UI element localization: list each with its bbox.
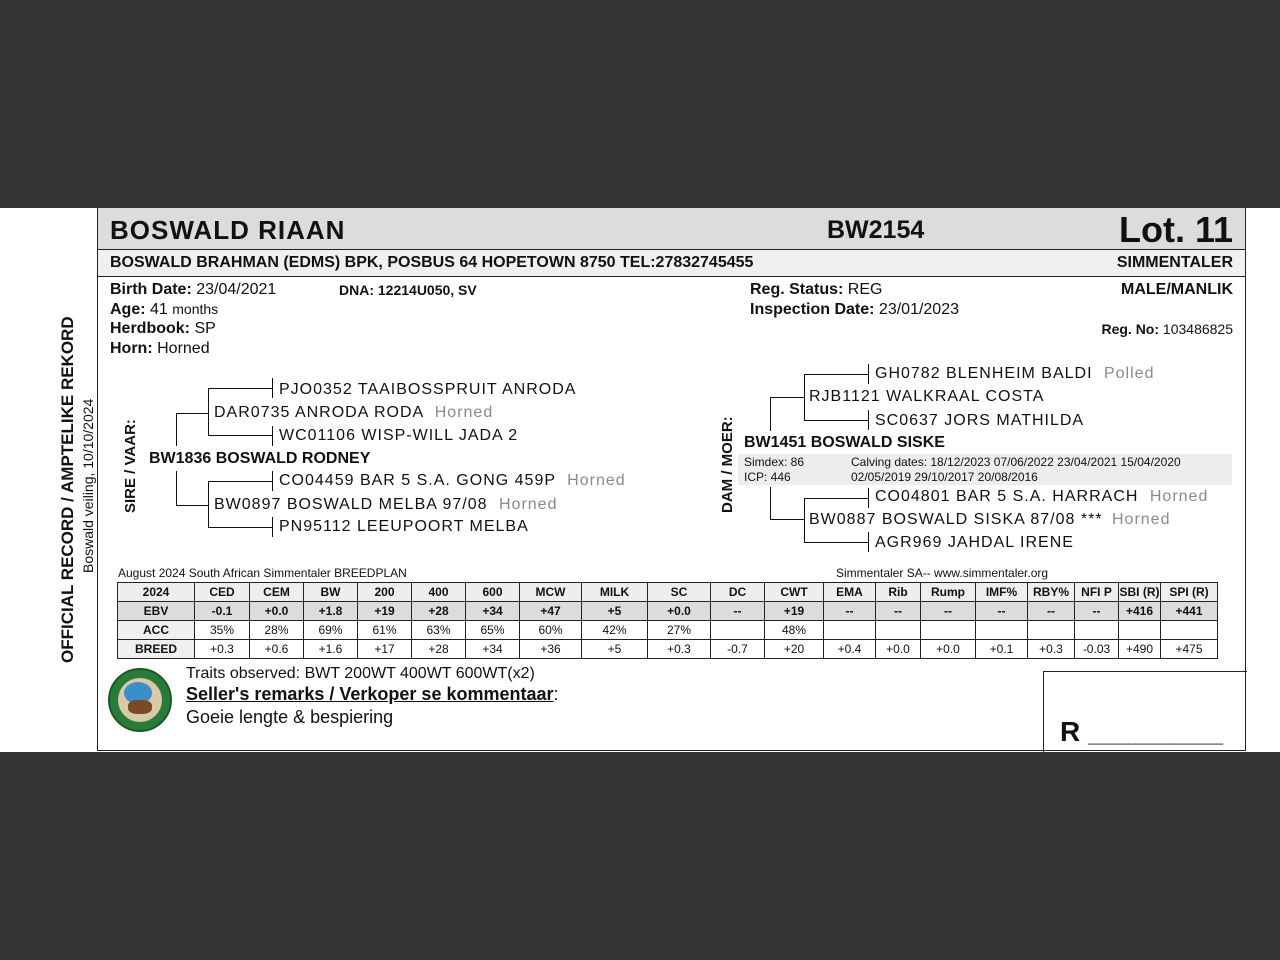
ebv-cell	[876, 621, 921, 640]
ebv-cell: +1.8	[304, 602, 358, 621]
dam-line	[770, 397, 804, 398]
ebv-header-cell: EMA	[824, 583, 876, 602]
ebv-header-cell: Rump	[921, 583, 976, 602]
dna-text: DNA: 12214U050, SV	[339, 282, 477, 298]
age-value: 41	[150, 301, 168, 318]
animal-code: BW2154	[827, 216, 925, 244]
price-box	[1043, 671, 1247, 753]
dam-line	[770, 397, 771, 431]
sire-line	[176, 413, 177, 446]
sire-line	[272, 426, 273, 446]
dam-dam	[809, 511, 1170, 529]
dam-sire-sire-horn: Polled	[1103, 365, 1155, 382]
ebv-cell: +475	[1161, 640, 1218, 659]
ebv-cell: --	[824, 602, 876, 621]
sire-line	[176, 413, 208, 414]
dam-line	[868, 364, 869, 384]
ebv-cell: --	[876, 602, 921, 621]
ebv-table-row	[118, 621, 1218, 640]
ebv-cell: --	[921, 602, 976, 621]
ebv-header-cell: IMF%	[976, 583, 1028, 602]
sire-sire-dam: WC01106 WISP-WILL JADA 2	[279, 427, 519, 444]
herdbook-value: SP	[194, 320, 216, 337]
dam-dam-dam: AGR969 JAHDAL IRENE	[875, 534, 1074, 551]
ebv-table	[117, 582, 1218, 659]
ebv-cell: +416	[1119, 602, 1161, 621]
ebv-row-label: EBV	[118, 602, 195, 621]
ebv-cell	[824, 621, 876, 640]
horn-row	[110, 340, 210, 358]
sire-dam-horn: Horned	[498, 496, 558, 513]
ebv-header-cell: 200	[358, 583, 412, 602]
dam-line	[868, 532, 869, 552]
ebv-header-cell: MCW	[520, 583, 582, 602]
ebv-header-row	[118, 583, 1218, 602]
horn-label: Horn:	[110, 340, 153, 357]
ebv-cell: +490	[1119, 640, 1161, 659]
sire-sire	[214, 404, 493, 422]
sire-sire-sire: PJO0352 TAAIBOSSPRUIT ANRODA	[279, 381, 577, 398]
dam-sire: RJB1121 WALKRAAL COSTA	[809, 388, 1045, 405]
ebv-cell: +47	[520, 602, 582, 621]
dam-line	[804, 498, 869, 499]
ebv-header-cell: 2024	[118, 583, 195, 602]
sire-sire-horn: Horned	[434, 404, 494, 421]
ebv-cell: +34	[466, 602, 520, 621]
dam-dam-horn: Horned	[1112, 511, 1171, 528]
ebv-cell: +5	[582, 640, 648, 659]
ebv-cell: +0.3	[648, 640, 711, 659]
ebv-header-cell: DC	[711, 583, 765, 602]
sire-dam-name: BW0897 BOSWALD MELBA 97/08	[214, 496, 488, 513]
dam-dam-sire	[875, 488, 1208, 506]
ebv-cell: +20	[765, 640, 824, 659]
auction-label: Boswald veiling, 10/10/2024	[80, 398, 96, 573]
animal-name: BOSWALD RIAAN	[110, 215, 346, 245]
herdbook-row	[110, 320, 216, 338]
reg-status-label: Reg. Status:	[750, 281, 844, 298]
sire-dam-sire-name: CO04459 BAR 5 S.A. GONG 459P	[279, 472, 556, 489]
dam-line	[804, 498, 805, 542]
ebv-header-cell: CWT	[765, 583, 824, 602]
sire-line	[208, 388, 273, 389]
ebv-cell: +17	[358, 640, 412, 659]
herdbook-label: Herdbook:	[110, 320, 190, 337]
ebv-cell: +19	[358, 602, 412, 621]
calving-dates-2: 02/05/2019 29/10/2017 20/08/2016	[851, 470, 1038, 484]
lot-card	[97, 208, 1246, 751]
sire-line	[176, 471, 177, 506]
ebv-cell: +0.4	[824, 640, 876, 659]
inspection-date-value: 23/01/2023	[878, 301, 959, 318]
ebv-cell: +28	[412, 602, 466, 621]
sire-line	[208, 481, 209, 527]
ebv-cell: +0.0	[921, 640, 976, 659]
dam-dam-sire-horn: Horned	[1149, 488, 1209, 505]
dam-sire-sire	[875, 365, 1154, 383]
dam-dam-name: BW0887 BOSWALD SISKA 87/08 ***	[809, 511, 1103, 528]
birth-date-row	[110, 281, 276, 299]
sire-dam-dam: PN95112 LEEUPOORT MELBA	[279, 518, 529, 535]
ebv-cell: +1.6	[304, 640, 358, 659]
ebv-header-cell: CEM	[250, 583, 304, 602]
dam-sire-sire-name: GH0782 BLENHEIM BALDI	[875, 365, 1093, 382]
inspection-date-row	[750, 301, 959, 319]
lot-number: Lot. 11	[1118, 209, 1233, 250]
dam-line	[770, 487, 771, 520]
remarks-heading: Seller's remarks / Verkoper se kommentaar	[186, 684, 554, 704]
breeder-address: BOSWALD BRAHMAN (EDMS) BPK, POSBUS 64 HOPETOWN 8750 TEL:27832745455	[110, 254, 754, 271]
sire-line	[272, 471, 273, 491]
ebv-header-cell: NFI P	[1075, 583, 1119, 602]
ebv-cell: --	[711, 602, 765, 621]
ebv-header-cell: 400	[412, 583, 466, 602]
ebv-cell: +5	[582, 602, 648, 621]
ebv-row-label: ACC	[118, 621, 195, 640]
reg-status-row	[750, 281, 882, 299]
ebv-cell: 65%	[466, 621, 520, 640]
ebv-cell: +0.0	[250, 602, 304, 621]
card-header	[98, 208, 1245, 250]
sex-label: MALE/MANLIK	[1121, 281, 1233, 298]
dam-line	[868, 488, 869, 508]
lot-card-sheet	[0, 208, 1280, 752]
remarks-heading-row	[186, 684, 559, 705]
ebv-cell: --	[1028, 602, 1075, 621]
birth-date-value: 23/04/2021	[196, 281, 277, 298]
sire-line	[208, 527, 273, 528]
ebv-row-label: BREED	[118, 640, 195, 659]
ebv-cell: -0.03	[1075, 640, 1119, 659]
traits-observed: Traits observed: BWT 200WT 400WT 600WT(x2)	[186, 665, 535, 682]
remarks-colon: :	[553, 684, 559, 704]
ebv-cell	[976, 621, 1028, 640]
breeder-bar	[98, 250, 1245, 277]
ebv-cell: +19	[765, 602, 824, 621]
ebv-cell	[1119, 621, 1161, 640]
ebv-cell: 35%	[195, 621, 250, 640]
sire-line	[208, 481, 273, 482]
dam-line	[804, 542, 869, 543]
ebv-cell: -0.7	[711, 640, 765, 659]
dam-sire-dam: SC0637 JORS MATHILDA	[875, 412, 1085, 429]
birth-date-label: Birth Date:	[110, 281, 192, 298]
ebv-cell: --	[976, 602, 1028, 621]
ebv-header-cell: MILK	[582, 583, 648, 602]
sire-dam-sire	[279, 472, 626, 490]
dam-dam-sire-name: CO04801 BAR 5 S.A. HARRACH	[875, 488, 1139, 505]
ebv-cell: 69%	[304, 621, 358, 640]
ebv-header-cell: SBI (R)	[1119, 583, 1161, 602]
ebv-cell: +0.3	[195, 640, 250, 659]
official-record-label: OFFICIAL RECORD / AMPTELIKE REKORD	[58, 316, 77, 663]
reg-no-label: Reg. No:	[1101, 321, 1160, 337]
ebv-cell: +0.0	[876, 640, 921, 659]
price-line[interactable]: ____________________	[1088, 730, 1223, 745]
age-unit: months	[172, 301, 219, 317]
website-caption: Simmentaler SA-- www.simmentaler.org	[836, 566, 1049, 580]
ebv-table-row	[118, 640, 1218, 659]
ebv-cell	[921, 621, 976, 640]
ebv-cell: +0.1	[976, 640, 1028, 659]
calving-dates-1: Calving dates: 18/12/2023 07/06/2022 23/04/2021 15/04/2020	[851, 455, 1181, 469]
price-currency: R	[1060, 716, 1081, 747]
ebv-cell: +441	[1161, 602, 1218, 621]
side-labels	[0, 208, 97, 752]
ebv-cell: +0.3	[1028, 640, 1075, 659]
reg-status-value: REG	[847, 281, 883, 298]
ebv-cell: --	[1075, 602, 1119, 621]
ebv-cell: +28	[412, 640, 466, 659]
ebv-cell: 61%	[358, 621, 412, 640]
ebv-header-cell: BW	[304, 583, 358, 602]
simdex: Simdex: 86	[744, 455, 805, 469]
ebv-cell: 27%	[648, 621, 711, 640]
breedplan-caption: August 2024 South African Simmentaler BREEDPLAN	[118, 566, 407, 580]
ebv-cell: +36	[520, 640, 582, 659]
dam-line	[868, 410, 869, 430]
ebv-cell	[1075, 621, 1119, 640]
sire-line	[272, 378, 273, 398]
ebv-cell: +0.6	[250, 640, 304, 659]
dam-line	[804, 420, 869, 421]
breed-name: SIMMENTALER	[1116, 254, 1233, 271]
inspection-date-label: Inspection Date:	[750, 301, 875, 318]
dam-line	[770, 519, 804, 520]
dam-line	[804, 374, 805, 420]
ebv-header-cell: CED	[195, 583, 250, 602]
ebv-cell: +0.0	[648, 602, 711, 621]
ebv-cell	[711, 621, 765, 640]
dam-line	[804, 374, 869, 375]
reg-no-row	[1101, 321, 1233, 337]
ebv-header-cell: SC	[648, 583, 711, 602]
age-row	[110, 301, 218, 319]
sire-side-label: SIRE / VAAR:	[122, 419, 139, 513]
ebv-cell	[1161, 621, 1218, 640]
cow-icon	[128, 700, 152, 714]
sire-line	[208, 388, 209, 435]
sire-line	[176, 505, 208, 506]
reg-no-value: 103486825	[1162, 321, 1233, 337]
ebv-cell: +34	[466, 640, 520, 659]
ebv-header-cell: RBY%	[1028, 583, 1075, 602]
dam-name: BW1451 BOSWALD SISKE	[744, 434, 945, 451]
horn-value: Horned	[157, 340, 210, 357]
ebv-header-cell: 600	[466, 583, 520, 602]
ebv-table-row	[118, 602, 1218, 621]
ebv-cell: -0.1	[195, 602, 250, 621]
sire-line	[208, 435, 273, 436]
age-label: Age:	[110, 301, 146, 318]
ebv-cell: 42%	[582, 621, 648, 640]
icp: ICP: 446	[744, 470, 791, 484]
dam-side-label: DAM / MOER:	[719, 416, 736, 513]
ebv-cell: 60%	[520, 621, 582, 640]
sire-sire-name: DAR0735 ANRODA RODA	[214, 404, 424, 421]
ebv-header-cell: SPI (R)	[1161, 583, 1218, 602]
sire-dam	[214, 496, 557, 514]
remarks-text: Goeie lengte & bespiering	[186, 707, 394, 727]
ebv-cell	[1028, 621, 1075, 640]
ebv-cell: 63%	[412, 621, 466, 640]
simmentaler-logo	[108, 668, 172, 732]
ebv-cell: 28%	[250, 621, 304, 640]
sire-name: BW1836 BOSWALD RODNEY	[149, 450, 371, 467]
sire-line	[272, 517, 273, 537]
ebv-cell: 48%	[765, 621, 824, 640]
ebv-header-cell: Rib	[876, 583, 921, 602]
sire-dam-sire-horn: Horned	[567, 472, 626, 489]
